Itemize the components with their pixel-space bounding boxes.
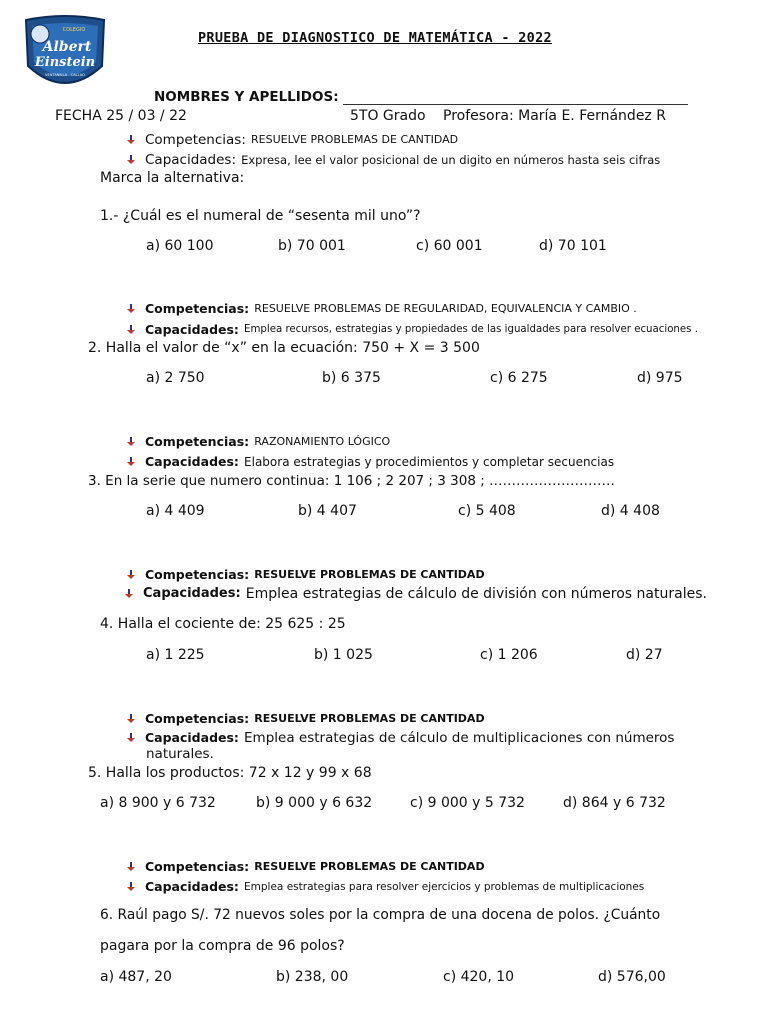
arrow-bullet-icon: [125, 861, 137, 873]
q3-option-b: b) 4 407: [298, 503, 357, 519]
q1-option-a: a) 60 100: [146, 238, 214, 254]
q2-option-a: a) 2 750: [146, 370, 205, 386]
q1-option-c: c) 60 001: [416, 238, 483, 254]
q2-option-d: d) 975: [637, 370, 683, 386]
arrow-bullet-icon: [125, 303, 137, 315]
block2-capacidades: Capacidades: Emplea recursos, estrategias y propiedades de las igualdades para resolver ecuaciones .: [125, 320, 698, 339]
q2-option-b: b) 6 375: [322, 370, 381, 386]
q2-option-c: c) 6 275: [490, 370, 548, 386]
arrow-bullet-icon: [125, 436, 137, 448]
question-3: 3. En la serie que numero continua: 1 106 ; 2 207 ; 3 308 ; ……………………….: [88, 473, 615, 489]
fecha: FECHA 25 / 03 / 22: [55, 108, 187, 124]
block3-competencias: Competencias: RAZONAMIENTO LÓGICO: [125, 432, 390, 451]
arrow-bullet-icon: [125, 154, 137, 166]
arrow-bullet-icon: [125, 713, 137, 725]
school-logo: [22, 14, 108, 92]
arrow-bullet-icon: [125, 324, 137, 336]
arrow-bullet-icon: [125, 881, 137, 893]
block1-competencias: Competencias: RESUELVE PROBLEMAS DE CANTIDAD: [125, 130, 458, 149]
logo-line2: Einstein: [34, 55, 96, 70]
q5-option-c: c) 9 000 y 5 732: [410, 795, 525, 811]
block4-competencias: Competencias: RESUELVE PROBLEMAS DE CANTIDAD: [125, 565, 485, 584]
q4-option-c: c) 1 206: [480, 647, 538, 663]
question-6-cont: pagara por la compra de 96 polos?: [100, 938, 345, 954]
q6-option-a: a) 487, 20: [100, 969, 172, 985]
block6-capacidades: Capacidades: Emplea estrategias para resolver ejercicios y problemas de multiplicaciones: [125, 877, 644, 896]
q3-option-c: c) 5 408: [458, 503, 516, 519]
nombres-field-line: [343, 90, 688, 105]
q1-option-d: d) 70 101: [539, 238, 607, 254]
q4-option-b: b) 1 025: [314, 647, 373, 663]
block1-capacidades: Capacidades: Expresa, lee el valor posicional de un digito en números hasta seis cifras: [125, 150, 660, 169]
block2-competencias: Competencias: RESUELVE PROBLEMAS DE REGULARIDAD, EQUIVALENCIA Y CAMBIO .: [125, 299, 637, 318]
arrow-bullet-icon: [123, 588, 135, 600]
marca-instruction: Marca la alternativa:: [100, 170, 245, 186]
block5-competencias: Competencias: RESUELVE PROBLEMAS DE CANTIDAD: [125, 709, 485, 728]
logo-line1: Albert: [42, 39, 92, 55]
q6-option-c: c) 420, 10: [443, 969, 515, 985]
arrow-bullet-icon: [125, 134, 137, 146]
question-5: 5. Halla los productos: 72 x 12 y 99 x 68: [88, 765, 372, 781]
question-1: 1.- ¿Cuál es el numeral de “sesenta mil uno”?: [100, 208, 421, 224]
grado: 5TO Grado: [350, 108, 426, 124]
arrow-bullet-icon: [125, 732, 137, 744]
arrow-bullet-icon: [125, 456, 137, 468]
logo-top-text: COLEGIO: [62, 27, 86, 33]
arrow-bullet-icon: [125, 569, 137, 581]
q5-option-b: b) 9 000 y 6 632: [256, 795, 373, 811]
q5-option-a: a) 8 900 y 6 732: [100, 795, 216, 811]
question-4: 4. Halla el cociente de: 25 625 : 25: [100, 616, 346, 632]
nombres-label: NOMBRES Y APELLIDOS:: [154, 89, 339, 105]
q4-option-d: d) 27: [626, 647, 663, 663]
q4-option-a: a) 1 225: [146, 647, 205, 663]
block5-capacidades: Capacidades: Emplea estrategias de cálculo de multiplicaciones con números: [125, 728, 674, 747]
q5-option-d: d) 864 y 6 732: [563, 795, 666, 811]
q6-option-b: b) 238, 00: [276, 969, 349, 985]
block3-capacidades: Capacidades: Elabora estrategias y procedimientos y completar secuencias: [125, 452, 614, 471]
profesora: Profesora: María E. Fernández R: [443, 108, 666, 124]
question-2: 2. Halla el valor de “x” en la ecuación: 750 + X = 3 500: [88, 340, 480, 356]
nombres-row: [154, 89, 688, 105]
q1-option-b: b) 70 001: [278, 238, 346, 254]
question-6: 6. Raúl pago S/. 72 nuevos soles por la compra de una docena de polos. ¿Cuánto: [100, 907, 661, 923]
logo-bottom-text: VENTANILLA - CALLAO: [45, 73, 85, 77]
block6-competencias: Competencias: RESUELVE PROBLEMAS DE CANTIDAD: [125, 857, 485, 876]
block5-capacidades-cont: naturales.: [146, 746, 214, 762]
q3-option-a: a) 4 409: [146, 503, 205, 519]
page-title: PRUEBA DE DIAGNOSTICO DE MATEMÁTICA - 2022: [198, 30, 552, 46]
q6-option-d: d) 576,00: [598, 969, 666, 985]
q3-option-d: d) 4 408: [601, 503, 660, 519]
block4-capacidades: Capacidades: Emplea estrategias de cálculo de división con números naturales.: [123, 584, 707, 603]
